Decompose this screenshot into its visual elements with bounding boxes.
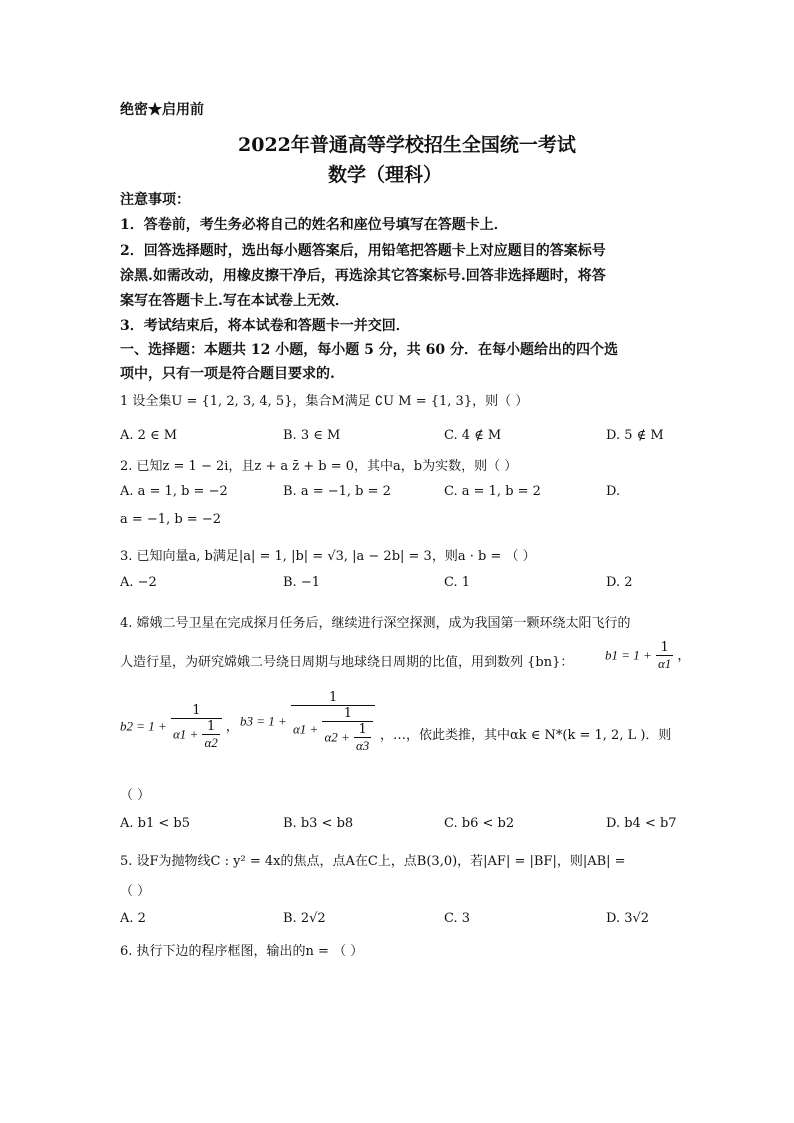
b1-fraction: [656, 640, 673, 672]
q4-option-d: D. b4 < b7: [606, 816, 677, 831]
fraction-denominator: [322, 722, 373, 754]
formula-b1: [605, 640, 690, 672]
question-3-stem: 3. 已知向量a, b满足|a| = 1, |b| = √3, |a − 2b| = 3，则a · b = （ ）: [120, 549, 536, 564]
b2-lhs: b2 = 1 +: [120, 718, 167, 734]
comma: ，: [225, 719, 239, 735]
fraction-denominator: α2: [204, 735, 218, 750]
q3-option-b: B. −1: [283, 575, 320, 590]
q1-option-d: D. 5 ∉ M: [606, 428, 664, 443]
alpha1-plus: α1 +: [292, 721, 319, 737]
formula-b3: [240, 690, 375, 754]
q1-option-a: A. 2 ∈ M: [120, 428, 178, 443]
exam-subtitle: 数学（理科）: [328, 164, 443, 186]
b3-lhs: b3 = 1 +: [240, 713, 287, 729]
alpha1-plus: α1 +: [172, 726, 199, 742]
b2-fraction: [171, 703, 222, 751]
question-5-stem: 5. 设F为抛物线C : y² = 4x的焦点，点A在C上，点B(3,0)，若|AF| = |BF|，则|AB| =: [120, 854, 626, 869]
secret-label: 绝密★启用前: [120, 102, 204, 118]
question-4-tail: ，…，依此类推，其中αk ∈ N*(k = 1, 2, L )．则: [380, 728, 672, 743]
section-heading-line: 一、选择题：本题共 12 小题，每小题 5 分，共 60 分．在每小题给出的四个选: [120, 342, 618, 358]
q2-option-d-value: a = −1, b = −2: [120, 512, 221, 527]
fraction-numerator: 1: [171, 703, 222, 719]
q5-option-a: A. 2: [120, 911, 146, 926]
inner-fraction: [322, 706, 373, 754]
innermost-fraction: [354, 722, 371, 754]
inner-fraction: [202, 719, 219, 751]
b3-fraction: [291, 690, 375, 754]
question-5-paren: （ ）: [120, 884, 151, 899]
q4-option-b: B. b3 < b8: [283, 816, 354, 831]
fraction-numerator: 1: [322, 706, 373, 722]
fraction-denominator: [291, 706, 375, 754]
question-6-stem: 6. 执行下边的程序框图，输出的n = （ ）: [120, 944, 364, 959]
section-heading-line: 项中，只有一项是符合题目要求的.: [120, 366, 335, 382]
q4-option-a: A. b1 < b5: [120, 816, 190, 831]
alpha2-plus: α2 +: [324, 729, 350, 745]
notes-item: 涂黑.如需改动，用橡皮擦干净后，再选涂其它答案标号.回答非选择题时，将答: [120, 268, 606, 284]
q3-option-d: D. 2: [606, 575, 633, 590]
question-1-stem: 1 设全集U = {1, 2, 3, 4, 5}，集合M满足 ∁U M = {1, 3}，则（ ）: [120, 394, 529, 409]
question-4-paren: （ ）: [120, 788, 151, 803]
fraction-denominator: [171, 719, 222, 751]
fraction-denominator: α1: [657, 656, 672, 671]
q3-option-c: C. 1: [444, 575, 471, 590]
fraction-numerator: 1: [291, 690, 375, 706]
q5-option-c: C. 3: [444, 911, 471, 926]
q2-option-a: A. a = 1, b = −2: [120, 484, 228, 499]
formula-b2: [120, 703, 239, 751]
notes-item: 3．考试结束后，将本试卷和答题卡一并交回．: [120, 318, 410, 334]
fraction-numerator: 1: [354, 722, 371, 738]
q1-option-b: B. 3 ∈ M: [283, 428, 341, 443]
notes-item: 2．回答选择题时，选出每小题答案后，用铅笔把答题卡上对应题目的答案标号: [120, 243, 606, 259]
q1-option-c: C. 4 ∉ M: [444, 428, 502, 443]
q5-option-b: B. 2√2: [283, 911, 326, 926]
q2-option-b: B. a = −1, b = 2: [283, 484, 391, 499]
notes-heading: 注意事项：: [120, 192, 190, 208]
b1-lhs: b1 = 1 +: [605, 647, 652, 663]
q5-option-d: D. 3√2: [606, 911, 650, 926]
question-4-line: 人造行星，为研究嫦娥二号绕日周期与地球绕日周期的比值，用到数列 {bn}：: [120, 655, 574, 670]
q2-option-c: C. a = 1, b = 2: [444, 484, 541, 499]
fraction-numerator: 1: [202, 719, 219, 735]
q3-option-a: A. −2: [120, 575, 157, 590]
question-4-line: 4. 嫦娥二号卫星在完成探月任务后，继续进行深空探测，成为我国第一颗环绕太阳飞行的: [120, 616, 631, 631]
comma: ，: [677, 648, 691, 664]
question-2-stem: 2. 已知z = 1 − 2i，且z + a z̄ + b = 0，其中a，b为实数，则（ ）: [120, 459, 518, 474]
exam-title: 2022年普通高等学校招生全国统一考试: [238, 134, 576, 156]
fraction-numerator: 1: [656, 640, 673, 656]
notes-item: 案写在答题卡上.写在本试卷上无效．: [120, 293, 349, 309]
fraction-denominator: α3: [355, 738, 370, 753]
q4-option-c: C. b6 < b2: [444, 816, 515, 831]
notes-item: 1．答卷前，考生务必将自己的姓名和座位号填写在答题卡上．: [120, 217, 508, 233]
q2-option-d: D.: [606, 484, 621, 499]
